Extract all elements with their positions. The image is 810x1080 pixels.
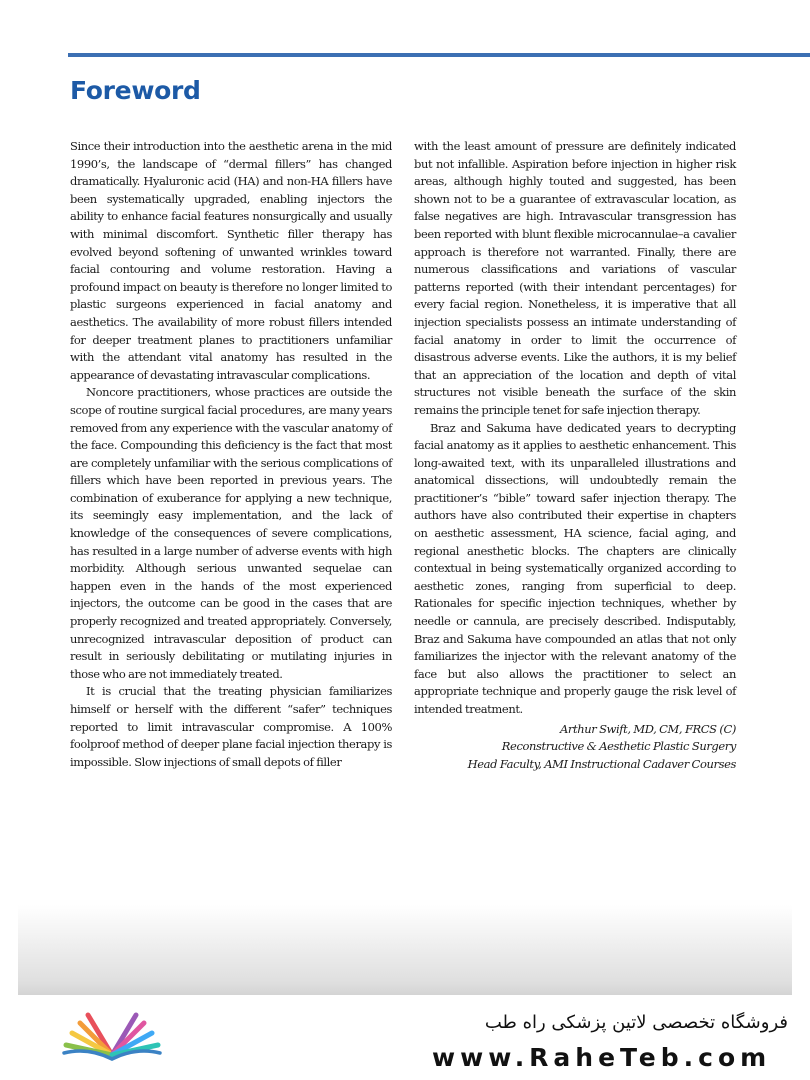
- paragraph: Braz and Sakuma have dedicated years to decrypting facial anatomy as it applies to aesthetic enhancement. This long-awaited text, with its unparalleled illustrations and anatomical dissections, will undoubtedly remain the practitioner’s “bible” toward safer injection therapy. The authors have also contributed their expertise in chapters on aesthetic assessment, HA science, facial aging, and regional anesthetic blocks. The chapters are clinically contextual in being systematically organized according to aesthetic zones, ranging from superficial to deep. Rationales for specific injection techniques, whether by needle or cannula, are precisely described. Indisputably, Braz and Sakuma have compounded an atlas that not only familiarizes the injector with the relevant anatomy of the face but also allows the practitioner to select an appropriate technique and properly gauge the risk level of intended treatment.: [414, 420, 736, 716]
- left-column: [70, 138, 392, 771]
- store-name: فروشگاه تخصصی لاتین پزشکی راه طب: [484, 1012, 788, 1033]
- signature-affiliation: Reconstructive & Aesthetic Plastic Surgery: [501, 739, 736, 754]
- page-title: Foreword: [70, 76, 201, 105]
- paragraph: with the least amount of pressure are definitely indicated but not infallible. Aspiration before injection in higher risk areas, although highly touted and suggested, has been shown not to be a guarantee of extravascular location, as false negatives are high. Intravascular transgression has been reported with blunt flexible microcannulae–a cavalier approach is therefore not warranted. Finally, there are numerous classifications and variations of vascular patterns reported (with their intendant percentages) for every facial region. Nonetheless, it is imperative that all injection specialists possess an intimate understanding of facial anatomy in order to limit the occurrence of disastrous adverse events. Like the authors, it is my belief that an appreciation of the location and depth of vital structures not visible beneath the surface of the skin remains the principle tenet for safe injection therapy.: [414, 139, 736, 417]
- paragraph: It is crucial that the treating physician familiarizes himself or herself with the different “safer” techniques reported to limit intravascular compromise. A 100% foolproof method of deeper plane facial injection therapy is impossible. Slow injections of small depots of filler: [70, 684, 392, 769]
- right-column: [414, 138, 736, 773]
- signature-block: [414, 721, 736, 774]
- signature-position: Head Faculty, AMI Instructional Cadaver Courses: [467, 756, 736, 771]
- store-url[interactable]: www.RaheTeb.com: [432, 1043, 772, 1072]
- page-bottom-shadow: [18, 905, 792, 995]
- top-rule: [68, 53, 810, 57]
- signature-name: Arthur Swift, MD, CM, FRCS (C): [559, 721, 736, 736]
- paragraph: Since their introduction into the aesthetic arena in the mid 1990’s, the landscape of “dermal fillers” has changed dramatically. Hyaluronic acid (HA) and non-HA fillers have been systematically upgraded, enabling injectors the ability to enhance facial features nonsurgically and usually with minimal discomfort. Synthetic filler therapy has evolved beyond softening of unwanted wrinkles toward facial contouring and volume restoration. Having a profound impact on beauty is therefore no longer limited to plastic surgeons experienced in facial anatomy and aesthetics. The availability of more robust fillers intended for deeper treatment planes to practitioners unfamiliar with the attendant vital anatomy has resulted in the appearance of devastating intravascular complications.: [70, 139, 392, 382]
- open-book-icon: [58, 1003, 166, 1065]
- paragraph: Noncore practitioners, whose practices are outside the scope of routine surgical facial procedures, are many years removed from any experience with the vascular anatomy of the face. Compounding this deficiency is the fact that most are completely unfamiliar with the serious complications of fillers which have been reported in previous years. The combination of exuberance for applying a new technique, its seemingly easy implementation, and the lack of knowledge of the consequences of severe complications, has resulted in a large number of adverse events with high morbidity. Although serious unwanted sequelae can happen even in the hands of the most experienced injectors, the outcome can be good in the cases that are properly recognized and treated appropriately. Conversely, unrecognized intravascular deposition of product can result in seriously debilitating or mutilating injuries in those who are not immediately treated.: [70, 385, 392, 681]
